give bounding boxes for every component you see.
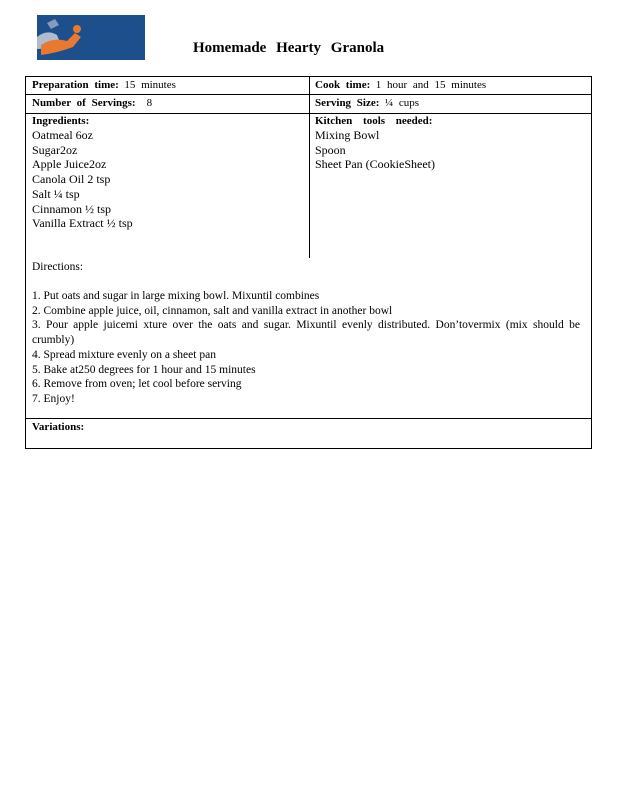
logo-graphic	[37, 15, 145, 60]
serving-size	[315, 95, 419, 113]
prep-time-label: Preparation time:	[32, 79, 119, 91]
direction-step: 6. Remove from oven; let cool before serving	[32, 378, 242, 391]
tool-item: Mixing Bowl	[315, 128, 380, 142]
direction-step: 1. Put oats and sugar in large mixing bowl. Mixuntil combines	[32, 290, 320, 302]
ingredient-item: Apple Juice2oz	[32, 157, 107, 172]
column-divider	[309, 77, 310, 258]
cook-time	[315, 77, 486, 94]
prep-time	[32, 77, 176, 94]
cook-time-value: 1 hour and 15 minutes	[375, 79, 487, 91]
servings	[32, 95, 152, 113]
directions-list	[32, 289, 580, 407]
tool-item: Spoon	[315, 142, 346, 157]
direction-step: 4. Spread mixture evenly on a sheet pan	[32, 348, 216, 361]
ingredient-item: Salt ¼ tsp	[32, 186, 80, 201]
ingredient-item: Sugar2oz	[32, 142, 78, 157]
directions-heading: Directions:	[32, 261, 84, 273]
variations-row	[26, 418, 591, 450]
recipe-card	[25, 76, 592, 449]
tools-list	[315, 128, 435, 172]
ingredients-list	[32, 128, 133, 231]
ingredient-item: Cinnamon ½ tsp	[32, 201, 112, 216]
direction-step: 5. Bake at250 degrees for 1 hour and 15 minutes	[32, 363, 256, 376]
direction-step: 7. Enjoy!	[32, 392, 75, 405]
ingredient-item: Oatmeal 6oz	[32, 128, 93, 142]
cook-time-label: Cook time:	[315, 79, 371, 91]
serving-size-label: Serving Size:	[315, 97, 380, 109]
direction-step: 3. Pour apple juicemi xture over the oats and sugar. Mixuntil evenly distributed. Don’tovermix (mix should be crumbly)	[32, 319, 580, 347]
ingredient-item: Vanilla Extract ½ tsp	[32, 216, 133, 231]
servings-value: 8	[146, 97, 153, 109]
tool-item: Sheet Pan (CookieSheet)	[315, 157, 435, 172]
serving-size-value: ¼ cups	[384, 97, 420, 109]
page-title: Homemade Hearty Granola	[193, 40, 385, 56]
ingredients-heading: Ingredients:	[32, 115, 90, 127]
prep-time-value: 15 minutes	[124, 79, 176, 91]
ingredient-item: Canola Oil 2 tsp	[32, 172, 111, 187]
logo	[37, 15, 145, 60]
direction-step: 2. Combine apple juice, oil, cinnamon, salt and vanilla extract in another bowl	[32, 304, 393, 317]
tools-heading: Kitchen tools needed:	[315, 115, 433, 127]
directions-section	[32, 260, 580, 407]
variations-label: Variations:	[32, 421, 85, 433]
servings-label: Number of Servings:	[32, 97, 136, 109]
